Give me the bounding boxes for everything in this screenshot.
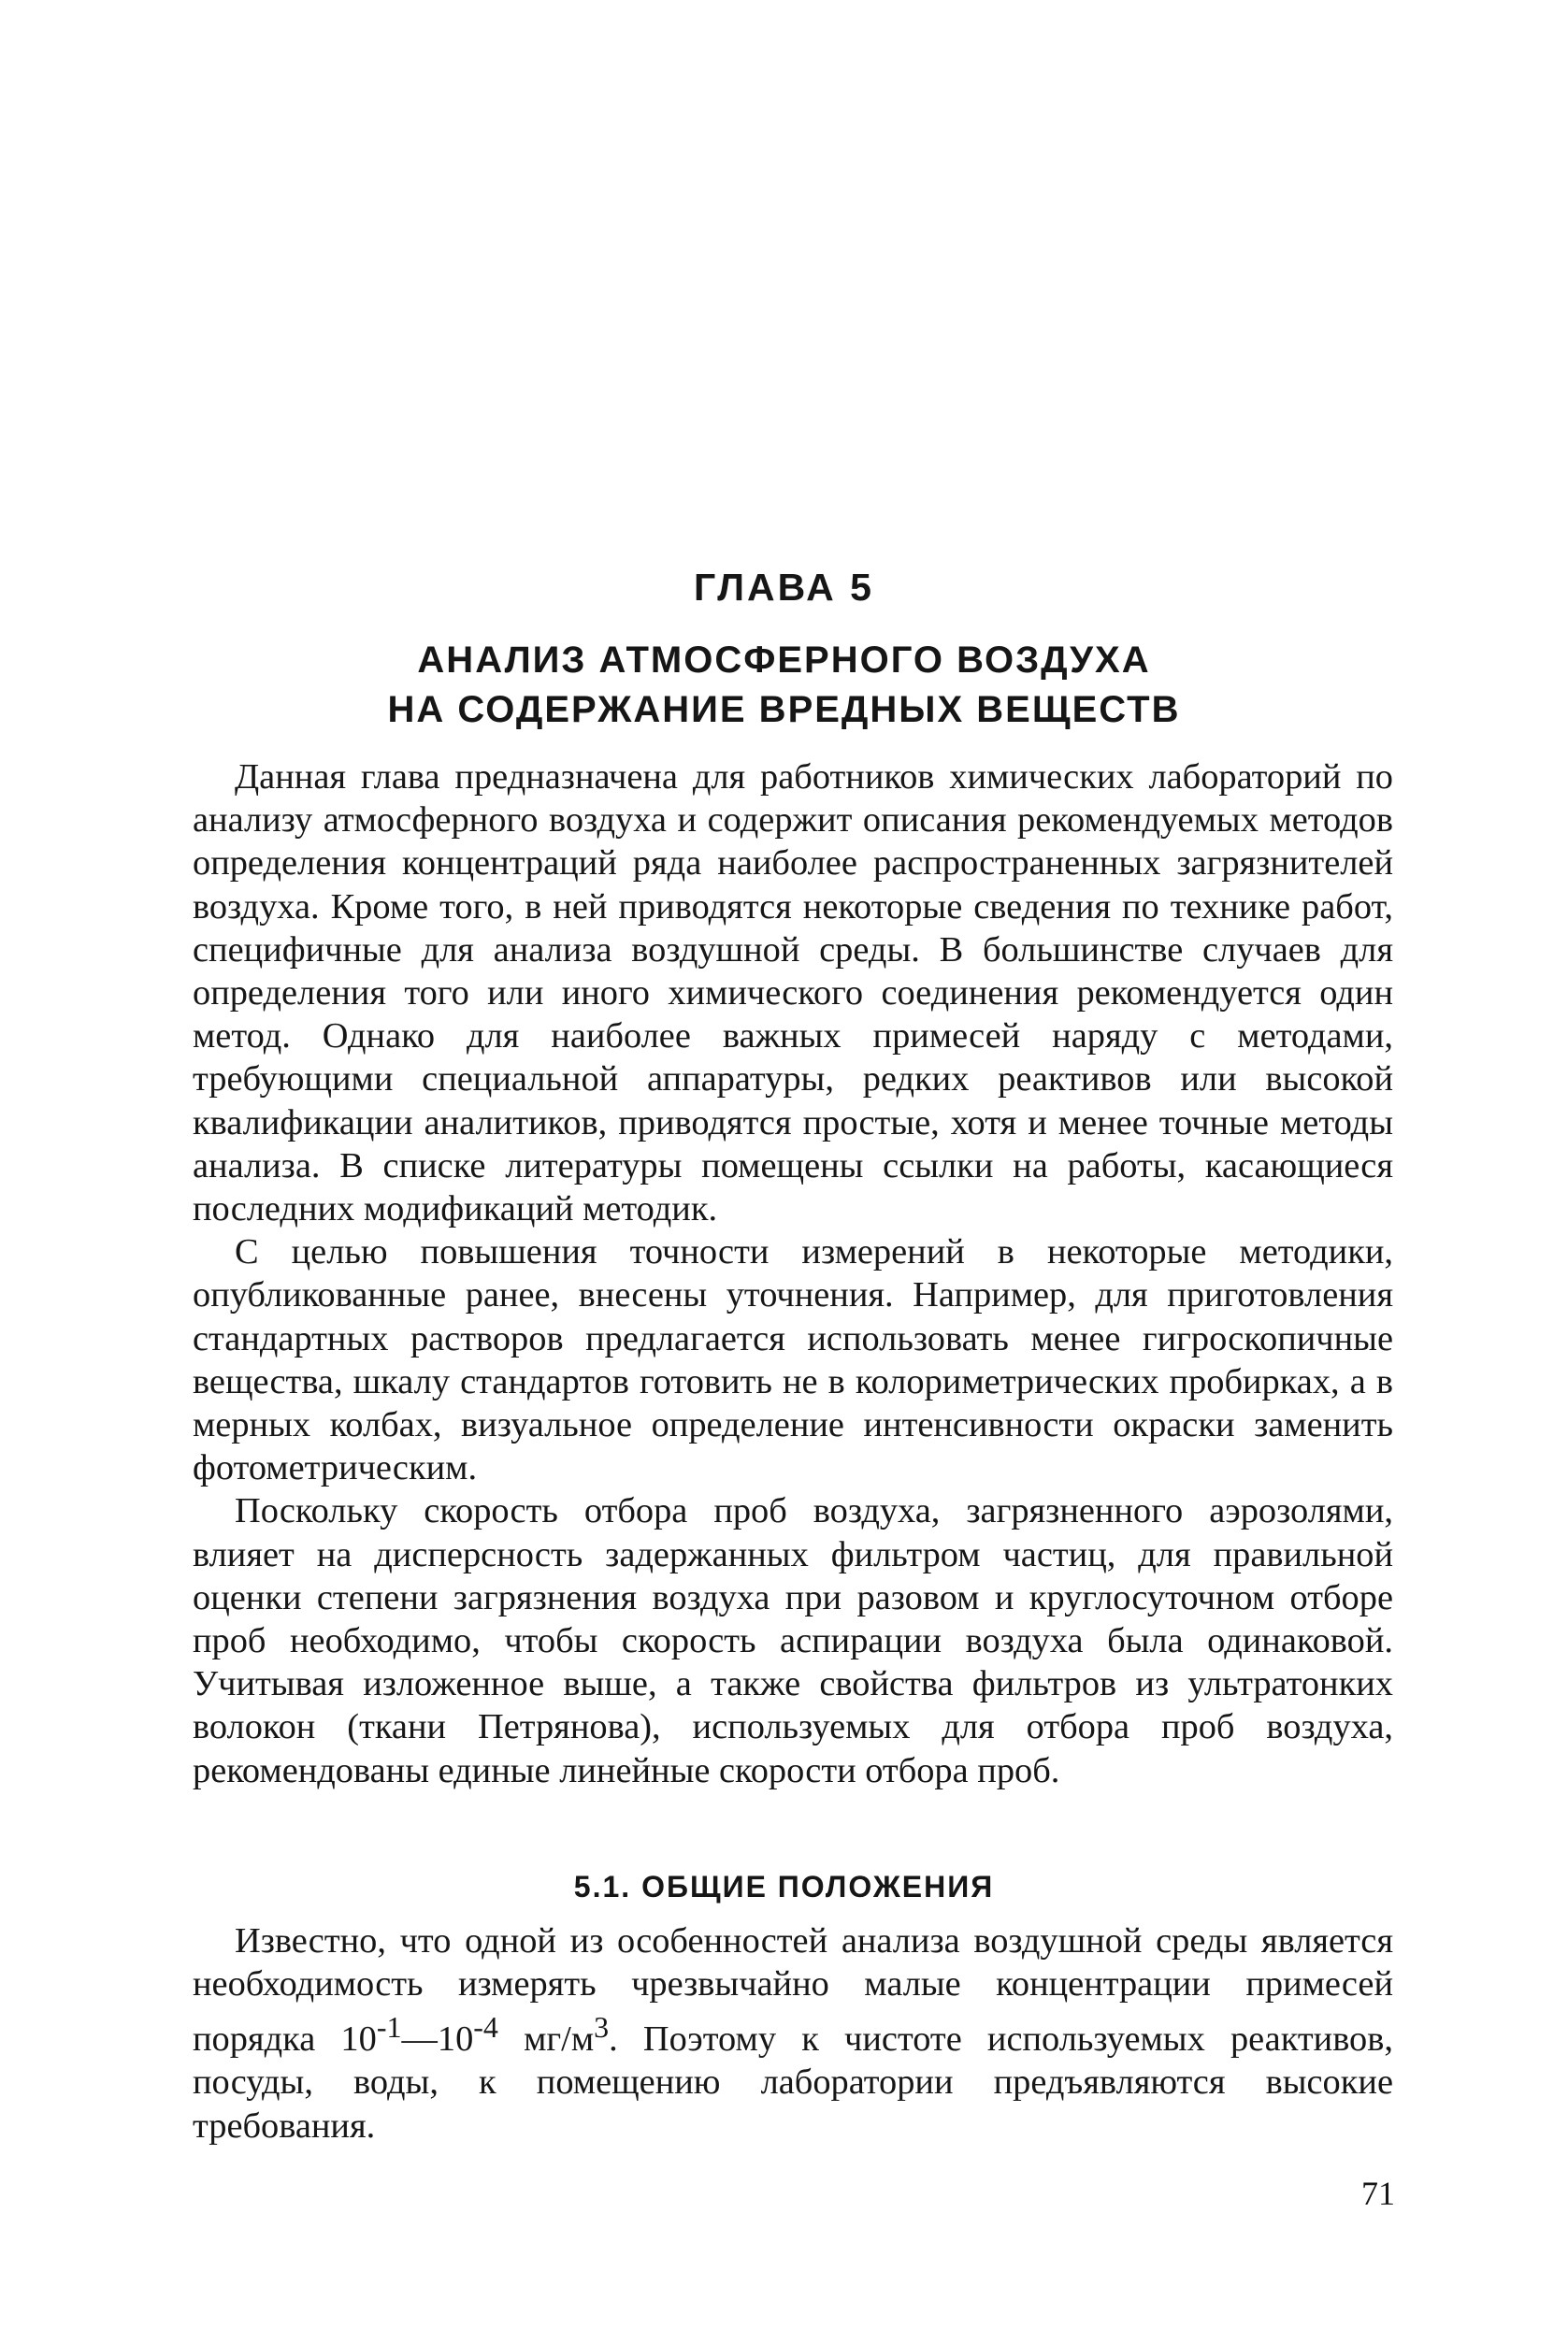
unit-exponent: 3 (594, 2010, 610, 2045)
intro-paragraph-2: С целью повышения точности измерений в некоторые методики, опубликованные ранее, внесены уточнения. Например, для приготовления стандартных растворов предлагается использовать менее гигроскопичные вещества, шкалу стандартов готовить не в колориметрических пробирках, а в мерных колбах, визуальное определение интенсивности окраски заменить фотометрическим. (193, 1232, 1393, 1488)
section-text-after: . Поэтому к чистоте используемых реактивов, посуды, воды, к помещению лаборатории предъявляются высокие требования. (193, 2019, 1393, 2146)
page-number: 71 (1361, 2175, 1395, 2212)
chapter-label: ГЛАВА 5 (694, 566, 874, 609)
intro-paragraph-1: Данная глава предназначена для работников химических лабораторий по анализу атмосферного воздуха и содержит описания рекомендуемых методов определения концентраций ряда наиболее распространенных загрязнителей воздуха. Кроме того, в ней приводятся некоторые сведения по технике работ, специфичные для анализа воздушной среды. В большинстве случаев для определения того или иного химического соединения рекомендуется один метод. Однако для наиболее важных примесей наряду с методами, требующими специальной аппаратуры, редких реактивов или высокой квалификации аналитиков, приводятся простые, хотя и менее точные методы анализа. В списке литературы помещены ссылки на работы, касающиеся последних модификаций методик. (193, 757, 1393, 1229)
chapter-title-line-1: АНАЛИЗ АТМОСФЕРНОГО ВОЗДУХА (417, 639, 1151, 681)
exponent-2: -4 (473, 2010, 498, 2045)
unit: мг/м (497, 2019, 595, 2060)
chapter-title (0, 636, 1568, 735)
chapter-title-line-2: НА СОДЕРЖАНИЕ ВРЕДНЫХ ВЕЩЕСТВ (387, 689, 1181, 730)
section-text-before: Известно, что одной из особенностей анализа воздушной среды является необходимость измерять чрезвычайно малые концентрации примесей порядка 10 (193, 1921, 1393, 2060)
intro-text (193, 755, 1393, 1792)
section-paragraph-1 (193, 1919, 1393, 2148)
exponent-1: -1 (376, 2010, 402, 2045)
range-dash: —10 (401, 2019, 474, 2060)
intro-paragraph-3: Поскольку скорость отбора проб воздуха, загрязненного аэрозолями, влияет на дисперсность задержанных фильтром частиц, для правильной оценки степени загрязнения воздуха при разовом и круглосуточном отборе проб необходимо, чтобы скорость аспирации воздуха была одинаковой. Учитывая изложенное выше, а также свойства фильтров из ультратонких волокон (ткани Петрянова), используемых для отбора проб воздуха, рекомендованы единые линейные скорости отбора проб. (193, 1491, 1393, 1790)
section-text (193, 1919, 1393, 2148)
section-heading: 5.1. ОБЩИЕ ПОЛОЖЕНИЯ (573, 1870, 995, 1904)
